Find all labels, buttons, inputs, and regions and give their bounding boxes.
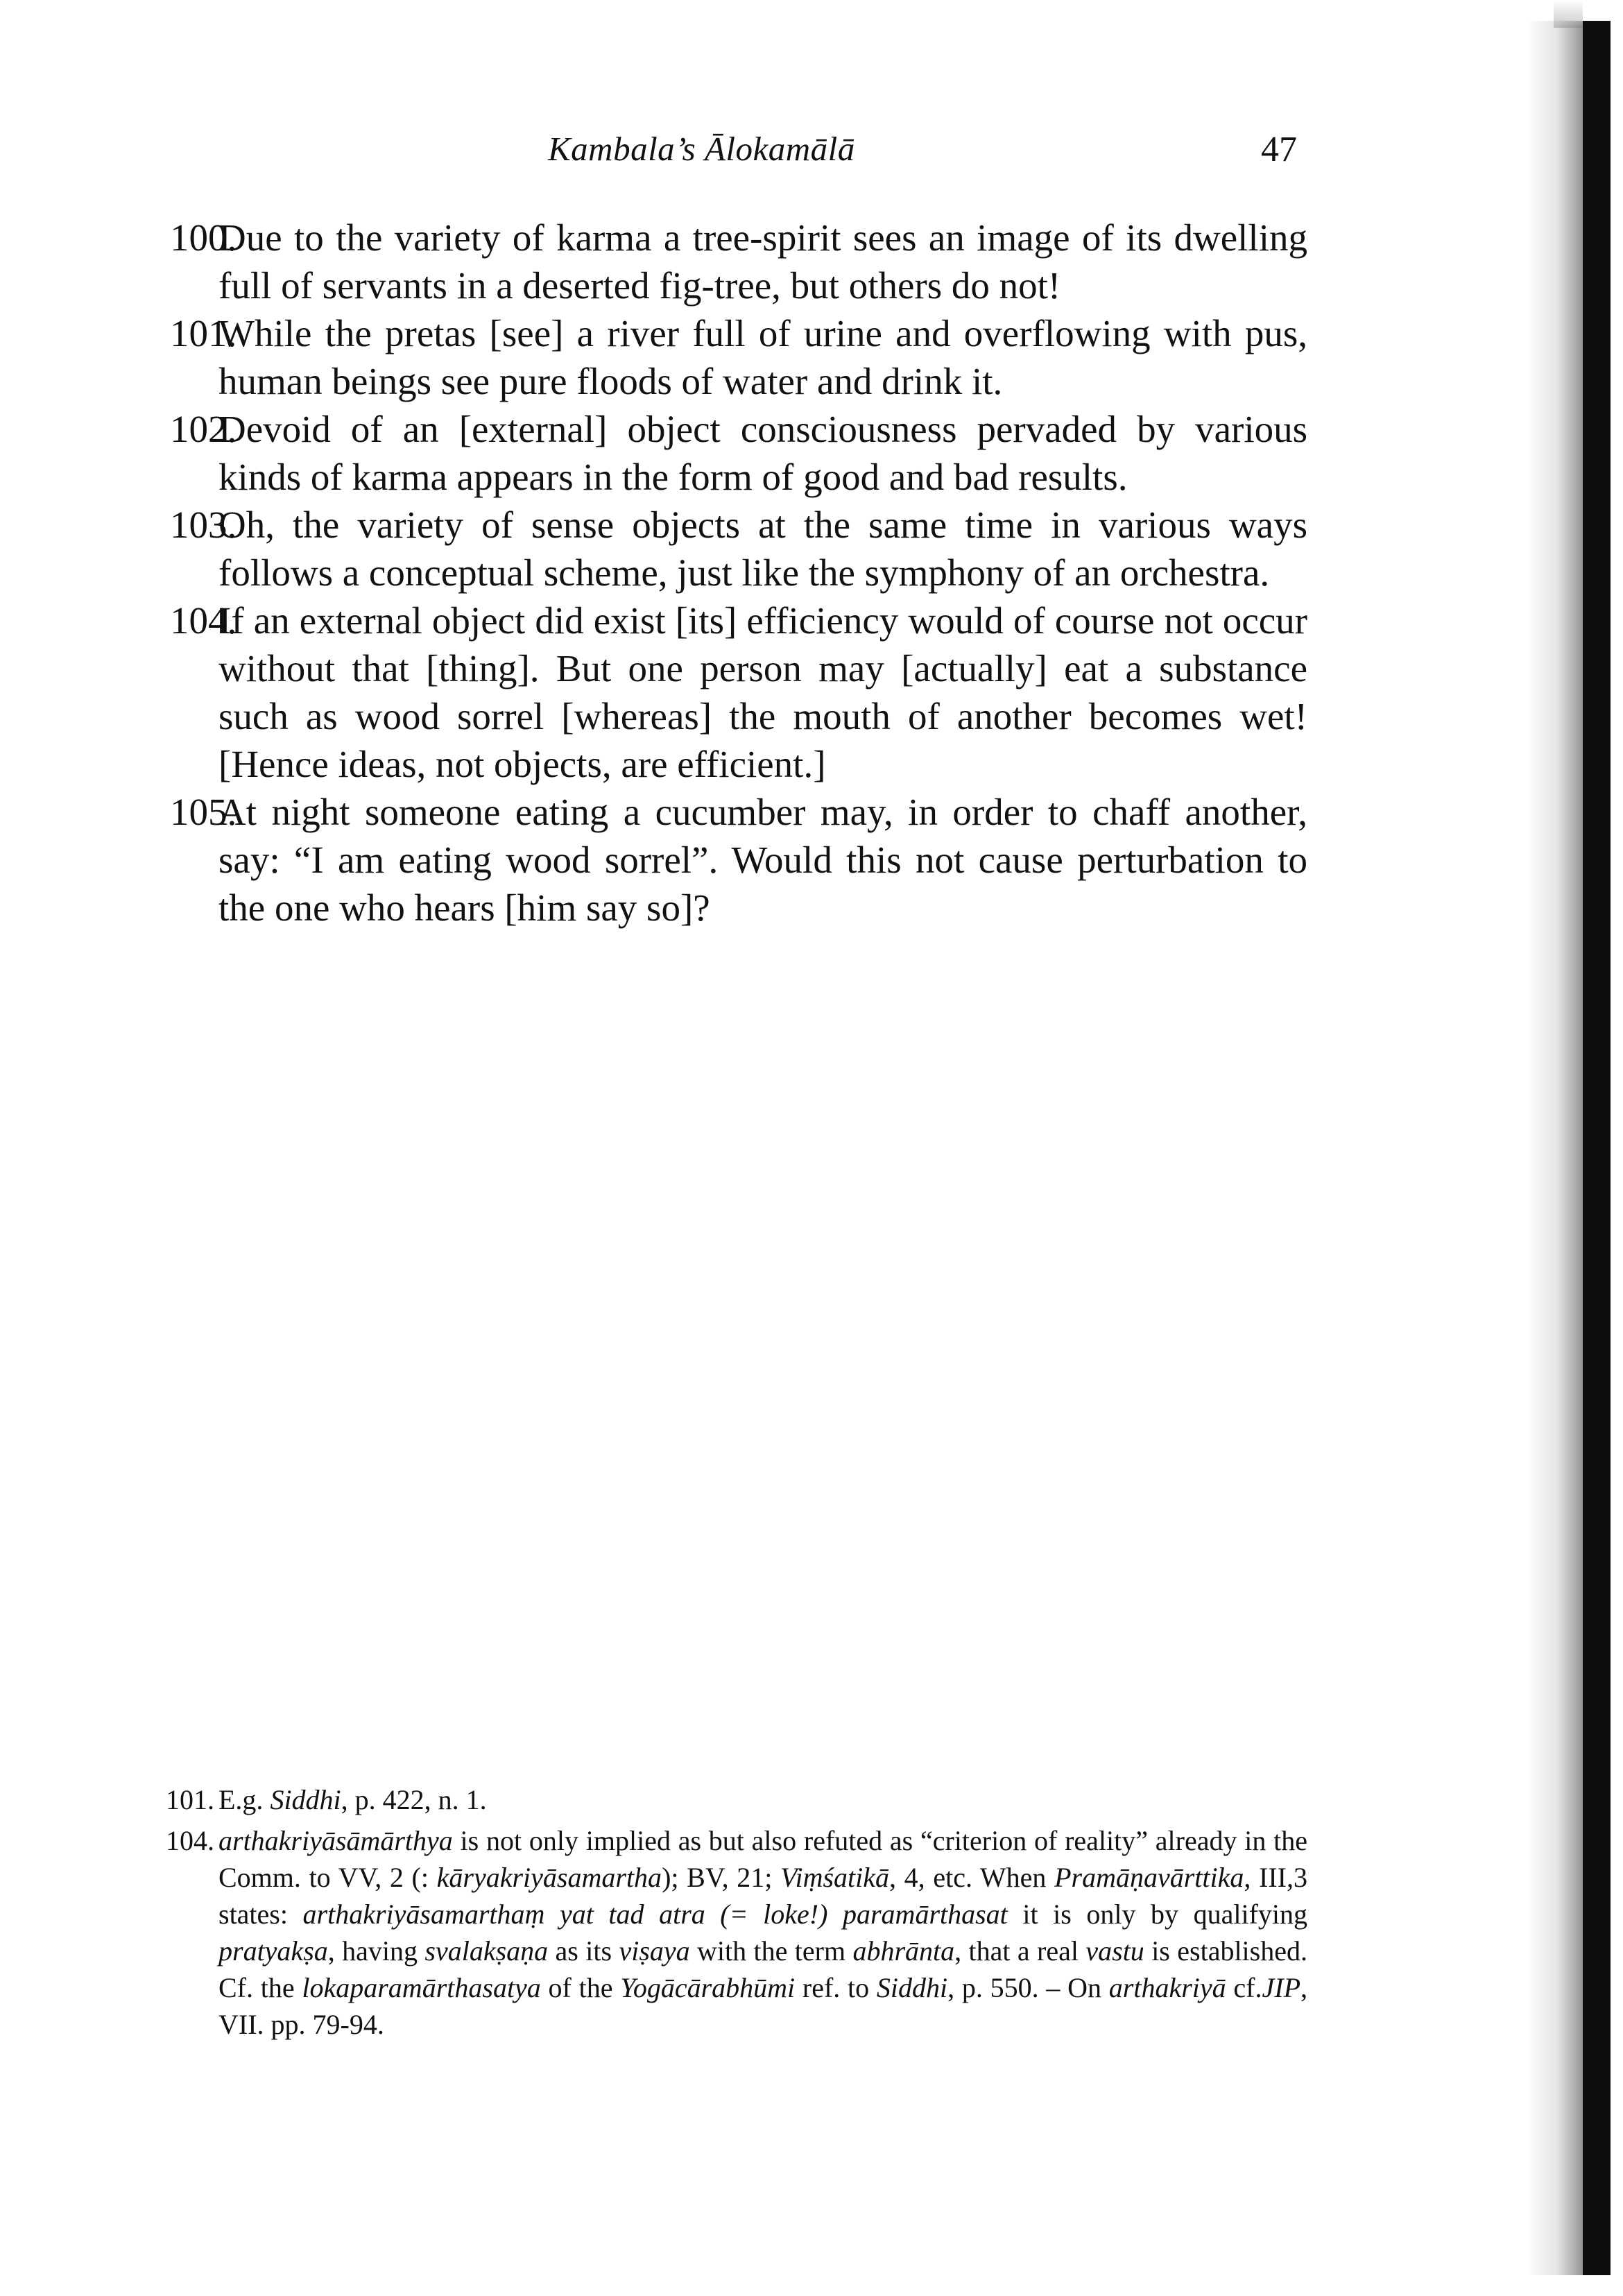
binding-shadow — [1526, 21, 1583, 2275]
footnote-italic-run: Siddhi — [876, 1972, 948, 2003]
footnote-number: 101. — [166, 1784, 214, 1815]
footnote-run: E.g. — [218, 1784, 270, 1815]
binding-edge — [1583, 21, 1611, 2275]
verse-number: 102. — [170, 408, 237, 450]
verse-text: Oh, the variety of sense objects at the same time in various ways follows a conceptual scheme, just like the symphony of an orchestra. — [218, 504, 1307, 594]
footnote-104 — [166, 1822, 1308, 2043]
footnote-run: with the term — [689, 1935, 853, 1967]
footnotes — [166, 1781, 1308, 2047]
footnote-italic-run: pratyakṣa — [218, 1935, 328, 1967]
footnote-run: , III,3 states: — [218, 1862, 1307, 1930]
footnote-run: is not only implied as but also refuted as “criterion of reality” already in the Comm. to VV, 2 (: — [218, 1825, 1307, 1893]
footnote-italic-run: vastu — [1085, 1935, 1144, 1967]
footnote-run: cf. — [1226, 1972, 1262, 2003]
verse-list — [170, 214, 1307, 932]
page-number: 47 — [1261, 130, 1297, 169]
footnote-run: , p. 550. – On — [947, 1972, 1109, 2003]
footnote-italic-run: arthakriyāsāmārthya — [218, 1825, 453, 1856]
footnote-run: ref. to — [795, 1972, 877, 2003]
footnote-italic-run: kāryakriyāsamartha — [436, 1862, 662, 1893]
verse-105 — [170, 788, 1307, 932]
footnote-run: , VII. pp. 79-94. — [218, 1972, 1308, 2040]
verse-100 — [170, 214, 1307, 309]
footnote-run: , having — [327, 1935, 425, 1967]
footnote-run: ); BV, 21; — [662, 1862, 780, 1893]
running-title: Kambala’s Ālokamālā — [548, 130, 855, 168]
footnote-italic-run: Yogācārabhūmi — [620, 1972, 796, 2003]
footnote-run: is established. Cf. the — [218, 1935, 1307, 2003]
verse-text: Devoid of an [external] object consciousness pervaded by various kinds of karma appears in the form of good and bad results. — [218, 408, 1307, 498]
verse-text: If an external object did exist [its] efficiency would of course not occur without that [thing]. But one person may [actually] eat a substance such as wood sorrel [whereas] the mouth of another becomes wet! [Hence ideas, not objects, are efficient.] — [218, 599, 1307, 785]
footnote-italic-run: Siddhi — [270, 1784, 341, 1815]
footnote-italic-run: svalakṣaṇa — [424, 1935, 549, 1967]
verse-number: 101. — [170, 312, 237, 354]
verse-103 — [170, 501, 1307, 597]
verse-102 — [170, 405, 1307, 501]
footnote-italic-run: JIP — [1262, 1972, 1301, 2003]
footnote-italic-run: Pramāṇavārttika — [1054, 1862, 1244, 1893]
verse-number: 100. — [170, 216, 237, 259]
footnote-run: , that a real — [954, 1935, 1086, 1967]
verse-text: While the pretas [see] a river full of urine and overflowing with pus, human beings see pure floods of water and drink it. — [218, 312, 1307, 402]
binding-top-edge — [1554, 0, 1583, 28]
footnote-run: it is only by qualifying — [1007, 1899, 1308, 1930]
verse-number: 104. — [170, 599, 237, 642]
running-head — [215, 129, 1297, 178]
footnote-text — [203, 1822, 1307, 2043]
footnote-number: 104. — [166, 1825, 214, 1856]
footnote-italic-run: arthakriyāsamarthaṃ yat tad atra (= loke!) paramārthasat — [302, 1899, 1008, 1930]
verse-104 — [170, 597, 1307, 788]
footnote-text — [203, 1781, 1307, 1818]
verse-number: 103. — [170, 504, 237, 546]
footnote-101 — [166, 1781, 1307, 1818]
footnote-italic-run: lokaparamārthasatya — [302, 1972, 541, 2003]
verse-101 — [170, 309, 1307, 405]
footnote-italic-run: arthakriyā — [1108, 1972, 1226, 2003]
footnote-italic-run: viṣaya — [619, 1935, 690, 1967]
footnote-run: , 4, etc. When — [889, 1862, 1055, 1893]
verse-number: 105. — [170, 791, 237, 833]
verse-text: Due to the variety of karma a tree-spirit sees an image of its dwelling full of servants in a deserted fig-tree, but others do not! — [218, 216, 1307, 307]
footnote-run: as its — [548, 1935, 619, 1967]
footnote-italic-run: abhrānta — [852, 1935, 955, 1967]
footnote-run: , p. 422, n. 1. — [341, 1784, 487, 1815]
verse-text: At night someone eating a cucumber may, in order to chaff another, say: “I am eating wood sorrel”. Would this not cause perturbation to the one who hears [him say so]? — [218, 791, 1307, 929]
footnote-run: of the — [540, 1972, 621, 2003]
footnote-italic-run: Viṃśatikā — [780, 1862, 890, 1893]
